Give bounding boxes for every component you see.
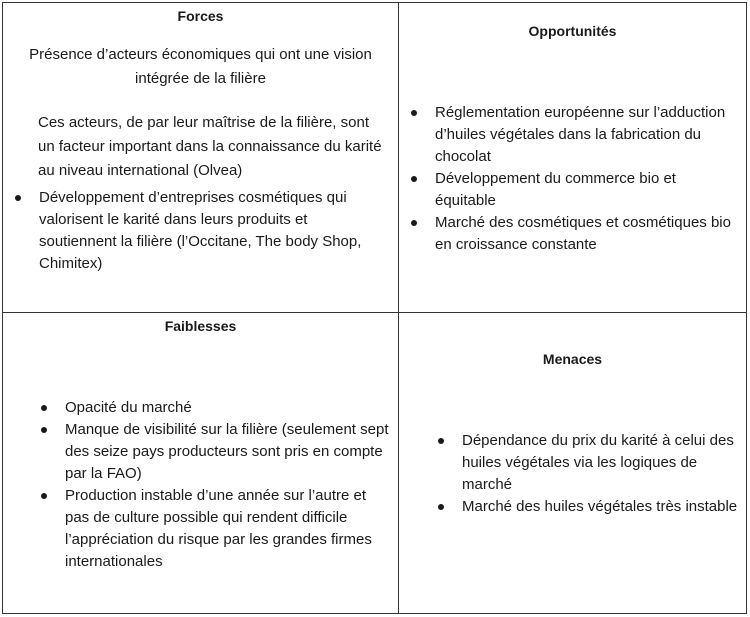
list-item: Développement d’entreprises cosmétiques qui valorisent le karité dans leurs produits et soutiennent la filière (l’Occitane, The body Shop, Chimitex) bbox=[11, 187, 378, 275]
list-item: Marché des cosmétiques et cosmétiques bio en croissance constante bbox=[407, 212, 738, 256]
menaces-title: Menaces bbox=[542, 351, 603, 367]
forces-list bbox=[11, 187, 378, 275]
faiblesses-title: Faiblesses bbox=[164, 318, 237, 334]
swot-table bbox=[2, 2, 747, 614]
forces-detail: Ces acteurs, de par leur maîtrise de la filière, sont un facteur important dans la connaissance du karité au niveau international (Olvea) bbox=[38, 114, 382, 179]
list-item: Marché des huiles végétales très instable bbox=[434, 496, 738, 518]
faiblesses-cell bbox=[3, 313, 399, 613]
list-item: Dépendance du prix du karité à celui des huiles végétales via les logiques de marché bbox=[434, 430, 738, 496]
forces-title: Forces bbox=[177, 8, 224, 24]
list-item: Développement du commerce bio et équitable bbox=[407, 168, 738, 212]
forces-intro: Présence d’acteurs économiques qui ont une vision intégrée de la filière bbox=[29, 46, 372, 87]
opportunites-list bbox=[407, 102, 738, 256]
opportunites-title: Opportunités bbox=[528, 23, 617, 39]
forces-cell bbox=[3, 3, 399, 313]
list-item: Réglementation européenne sur l’adduction d’huiles végétales dans la fabrication du chocolat bbox=[407, 102, 738, 168]
list-item: Manque de visibilité sur la filière (seulement sept des seize pays producteurs sont pris en compte par la FAO) bbox=[37, 419, 392, 485]
opportunites-cell bbox=[399, 3, 746, 313]
list-item: Opacité du marché bbox=[37, 397, 392, 419]
faiblesses-list bbox=[37, 397, 392, 573]
list-item: Production instable d’une année sur l’autre et pas de culture possible qui rendent difficile l’appréciation du risque par les grandes firmes internationales bbox=[37, 485, 392, 573]
menaces-cell bbox=[399, 313, 746, 613]
menaces-list bbox=[434, 430, 738, 518]
